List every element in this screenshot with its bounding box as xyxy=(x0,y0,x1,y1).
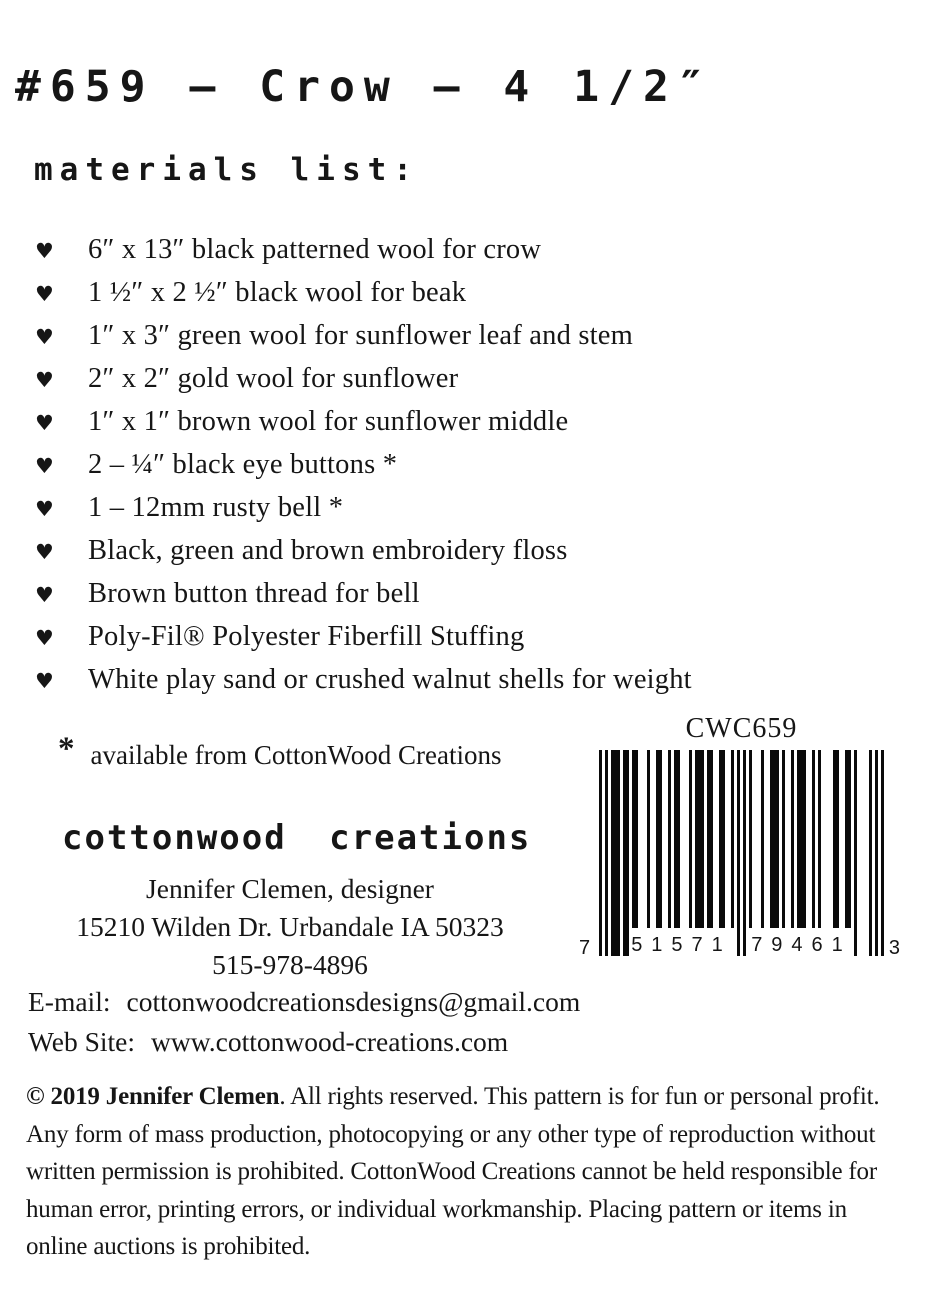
website-label: Web Site: xyxy=(28,1026,136,1057)
material-item xyxy=(35,400,875,443)
email-line xyxy=(28,986,580,1018)
material-item-text: 1 – 12mm rusty bell * xyxy=(88,492,344,523)
material-item xyxy=(35,443,875,486)
heart-bullet-icon: ♥ xyxy=(35,454,55,478)
barcode-right-digits: 79461 xyxy=(749,928,854,956)
heart-bullet-icon: ♥ xyxy=(35,325,55,349)
heart-bullet-icon: ♥ xyxy=(35,497,55,521)
material-item-text: Poly-Fil® Polyester Fiberfill Stuffing xyxy=(88,621,525,652)
designer-line: Jennifer Clemen, designer xyxy=(146,873,434,904)
material-item xyxy=(35,357,875,400)
copyright-lead: © 2019 Jennifer Clemen xyxy=(26,1083,280,1110)
barcode-left-digits: 51571 xyxy=(629,928,734,956)
phone-line: 515-978-4896 xyxy=(212,949,368,980)
heart-bullet-icon: ♥ xyxy=(35,411,55,435)
barcode-last-digit: 3 xyxy=(888,937,900,959)
material-item xyxy=(35,314,875,357)
heart-bullet-icon: ♥ xyxy=(35,540,55,564)
material-item-text: 6″ x 13″ black patterned wool for crow xyxy=(88,234,542,265)
email-address: cottonwoodcreationsdesigns@gmail.com xyxy=(126,986,581,1017)
material-item-text: Black, green and brown embroidery floss xyxy=(88,535,568,566)
materials-list-heading: materials list: xyxy=(34,152,419,188)
company-logo: cottonwood creations xyxy=(62,818,532,858)
material-item-text: 1 ½″ x 2 ½″ black wool for beak xyxy=(88,277,467,308)
copyright-notice xyxy=(26,1078,900,1266)
barcode-module xyxy=(881,750,884,956)
footnote xyxy=(58,731,502,773)
barcode-sku: CWC659 xyxy=(685,713,798,744)
barcode-bars xyxy=(579,750,900,959)
material-item xyxy=(35,228,875,271)
heart-bullet-icon: ♥ xyxy=(35,669,55,693)
material-item xyxy=(35,271,875,314)
heart-bullet-icon: ♥ xyxy=(35,368,55,392)
website-url: www.cottonwood-creations.com xyxy=(151,1026,509,1057)
company-contact-block xyxy=(0,870,580,984)
heart-bullet-icon: ♥ xyxy=(35,239,55,263)
material-item-text: 2 – ¼″ black eye buttons * xyxy=(88,449,398,480)
barcode xyxy=(579,713,900,959)
email-label: E-mail: xyxy=(28,986,111,1017)
heart-bullet-icon: ♥ xyxy=(35,282,55,306)
materials-list xyxy=(35,228,875,701)
material-item-text: White play sand or crushed walnut shells for weight xyxy=(88,664,692,695)
material-item-text: Brown button thread for bell xyxy=(88,578,420,609)
footnote-text: available from CottonWood Creations xyxy=(90,740,502,770)
heart-bullet-icon: ♥ xyxy=(35,626,55,650)
material-item xyxy=(35,529,875,572)
material-item-text: 1″ x 1″ brown wool for sunflower middle xyxy=(88,406,569,437)
website-line xyxy=(28,1026,508,1058)
asterisk-icon: * xyxy=(58,731,75,767)
barcode-first-digit: 7 xyxy=(579,937,591,959)
heart-bullet-icon: ♥ xyxy=(35,583,55,607)
material-item-text: 2″ x 2″ gold wool for sunflower xyxy=(88,363,459,394)
material-item-text: 1″ x 3″ green wool for sunflower leaf and stem xyxy=(88,320,633,351)
material-item xyxy=(35,572,875,615)
copyright-body: . All rights reserved. This pattern is for fun or personal profit. Any form of mass production, photocopying or any other type of reproduction without written permission is prohibited. CottonWood Creations cannot be held responsible for human error, printing errors, or individual workmanship. Placing pattern or items in online auctions is prohibited. xyxy=(26,1083,880,1260)
material-item xyxy=(35,486,875,529)
page-title: #659 — Crow — 4 1/2″ xyxy=(15,62,713,112)
material-item xyxy=(35,658,875,701)
material-item xyxy=(35,615,875,658)
address-line: 15210 Wilden Dr. Urbandale IA 50323 xyxy=(76,911,504,942)
